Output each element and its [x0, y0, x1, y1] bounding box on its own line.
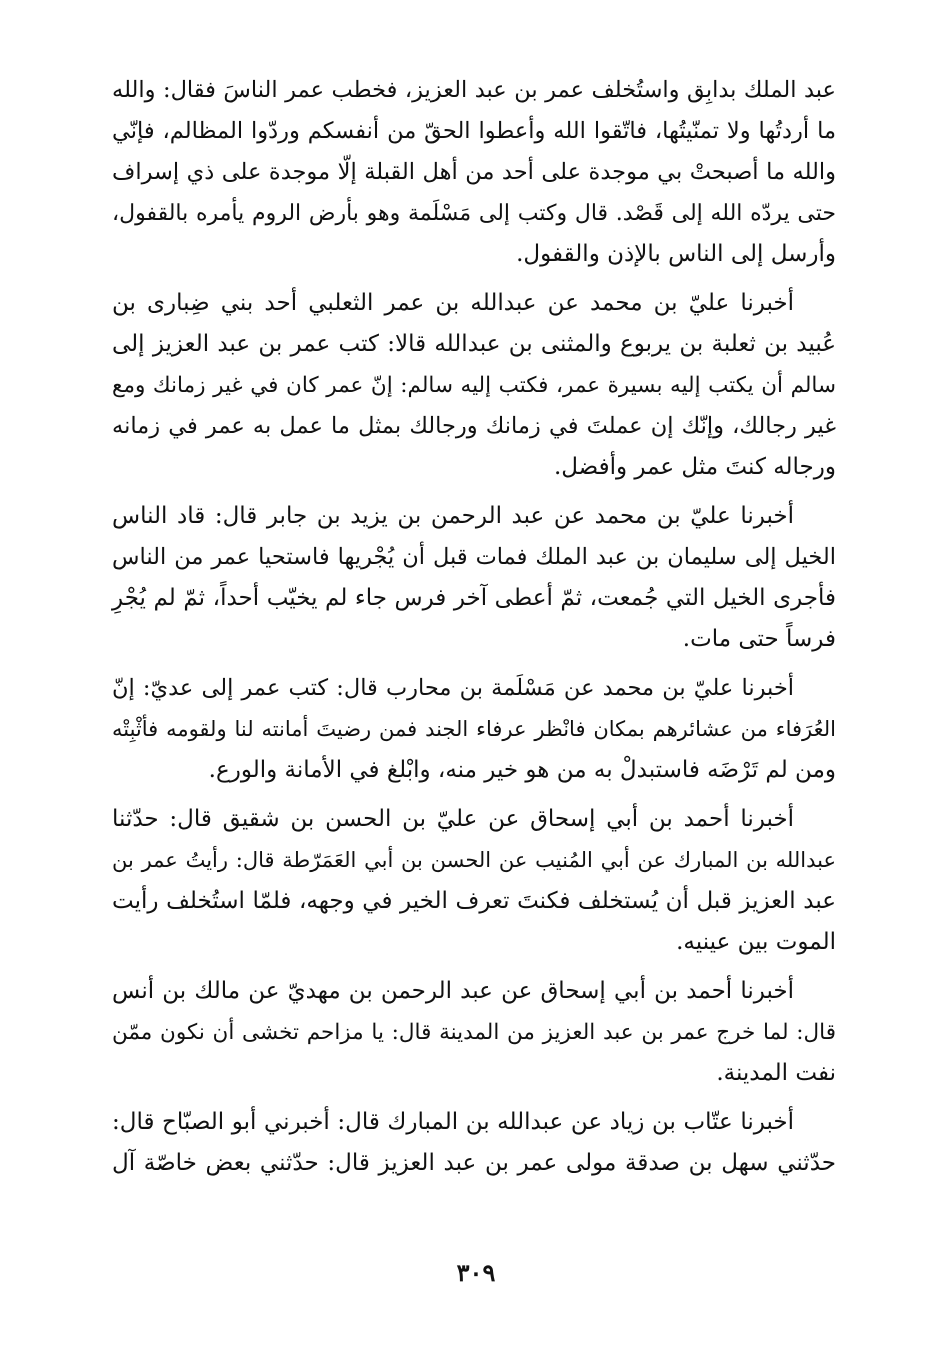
- text-line: حتى يردّه الله إلى قَصْد. قال وكتب إلى مَسْلَمة وهو بأرض الروم يأمره بالقفول،: [112, 201, 836, 226]
- text-line: الموت بين عينيه.: [676, 929, 836, 955]
- page-number: ٣٠٩: [456, 1258, 496, 1287]
- paragraph-1: [112, 70, 836, 275]
- text-line: نفت المدينة.: [716, 1060, 836, 1086]
- paragraph-3: [112, 496, 836, 660]
- text-line: غير رجالك، وإنّك إن عملتَ في زمانك ورجالك بمثل ما عمل به عمر في زمانه: [112, 413, 836, 439]
- text-line: حدّثني سهل بن صدقة مولى عمر بن عبد العزيز قال: حدّثني بعض خاصّة آل: [112, 1150, 836, 1176]
- text-line: والله ما أصبحتْ بي موجدة على أحد من أهل القبلة إلّا موجدة على ذي إسراف: [112, 159, 836, 185]
- text-line: سالم أن يكتب إليه بسيرة عمر، فكتب إليه سالم: إنّ عمر كان في غير زمانك ومع: [112, 373, 836, 398]
- text-line: ومن لم تَرْضَه فاستبدلْ به من هو خير منه، وابْلغ في الأمانة والورع.: [208, 757, 836, 783]
- paragraph-7: [112, 1102, 836, 1184]
- paragraph-2: [112, 283, 836, 488]
- text-line: وأرسل إلى الناس بالإذن والقفول.: [516, 241, 836, 267]
- text-line: أخبرنا عليّ بن محمد عن مَسْلَمة بن محارب قال: كتب عمر إلى عديّ: إنّ: [112, 675, 794, 701]
- text-line: عبدالله بن المبارك عن أبي المُنيب عن الحسن بن أبي العَمَرّطة قال: رأيتُ عمر بن: [112, 848, 836, 872]
- paragraph-4: [112, 668, 836, 791]
- text-line: قال: لما خرج عمر بن عبد العزيز من المدينة قال: يا مزاحم تخشى أن نكون ممّن: [112, 1020, 836, 1045]
- text-line: ما أردتُها ولا تمنّيتُها، فاتّقوا الله وأعطوا الحقّ من أنفسكم وردّوا المظالم، فإنّي: [112, 118, 836, 144]
- text-line: أخبرنا أحمد بن أبي إسحاق عن عليّ بن الحسن بن شقيق قال: حدّثنا: [112, 806, 794, 832]
- text-line: الخيل إلى سليمان بن عبد الملك فمات قبل أن يُجْريها فاستحيا عمر من الناس: [112, 544, 836, 570]
- text-line: العُرَفاء من عشائرهم بمكان فانْظر عرفاء الجند فمن رضيتَ أمانته لنا ولقومه فأثْبِتْه: [112, 717, 836, 741]
- text-line: أخبرنا عتّاب بن زياد عن عبدالله بن المبارك قال: أخبرني أبو الصبّاح قال:: [112, 1109, 794, 1135]
- text-line: أخبرنا أحمد بن أبي إسحاق عن عبد الرحمن بن مهديّ عن مالك بن أنس: [112, 978, 794, 1004]
- paragraph-5: [112, 799, 836, 963]
- text-line: أخبرنا عليّ بن محمد عن عبدالله بن عمر الثعلبي أحد بني ضِبارى بن: [112, 290, 794, 316]
- text-line: ورجاله كنتَ مثل عمر وأفضل.: [553, 454, 836, 480]
- text-line: عُبيد بن ثعلبة بن يربوع والمثنى بن عبدالله قالا: كتب عمر بن عبد العزيز إلى: [112, 331, 836, 357]
- text-line: عبد العزيز قبل أن يُستخلف فكنتَ تعرف الخير في وجهه، فلمّا استُخلف رأيت: [112, 888, 836, 914]
- text-line: فرساً حتى مات.: [682, 626, 836, 652]
- paragraph-6: [112, 971, 836, 1094]
- book-page-body: [112, 70, 836, 1192]
- text-line: أخبرنا عليّ بن محمد عن عبد الرحمن بن يزيد بن جابر قال: قاد الناس: [112, 503, 794, 529]
- text-line: فأجرى الخيل التي جُمعت، ثمّ أعطى آخر فرس جاء لم يخيّب أحداً، ثمّ لم يُجْرِ: [112, 585, 836, 611]
- text-line: عبد الملك بدابِق واستُخلف عمر بن عبد العزيز، فخطب عمر الناسَ فقال: والله: [112, 77, 836, 103]
